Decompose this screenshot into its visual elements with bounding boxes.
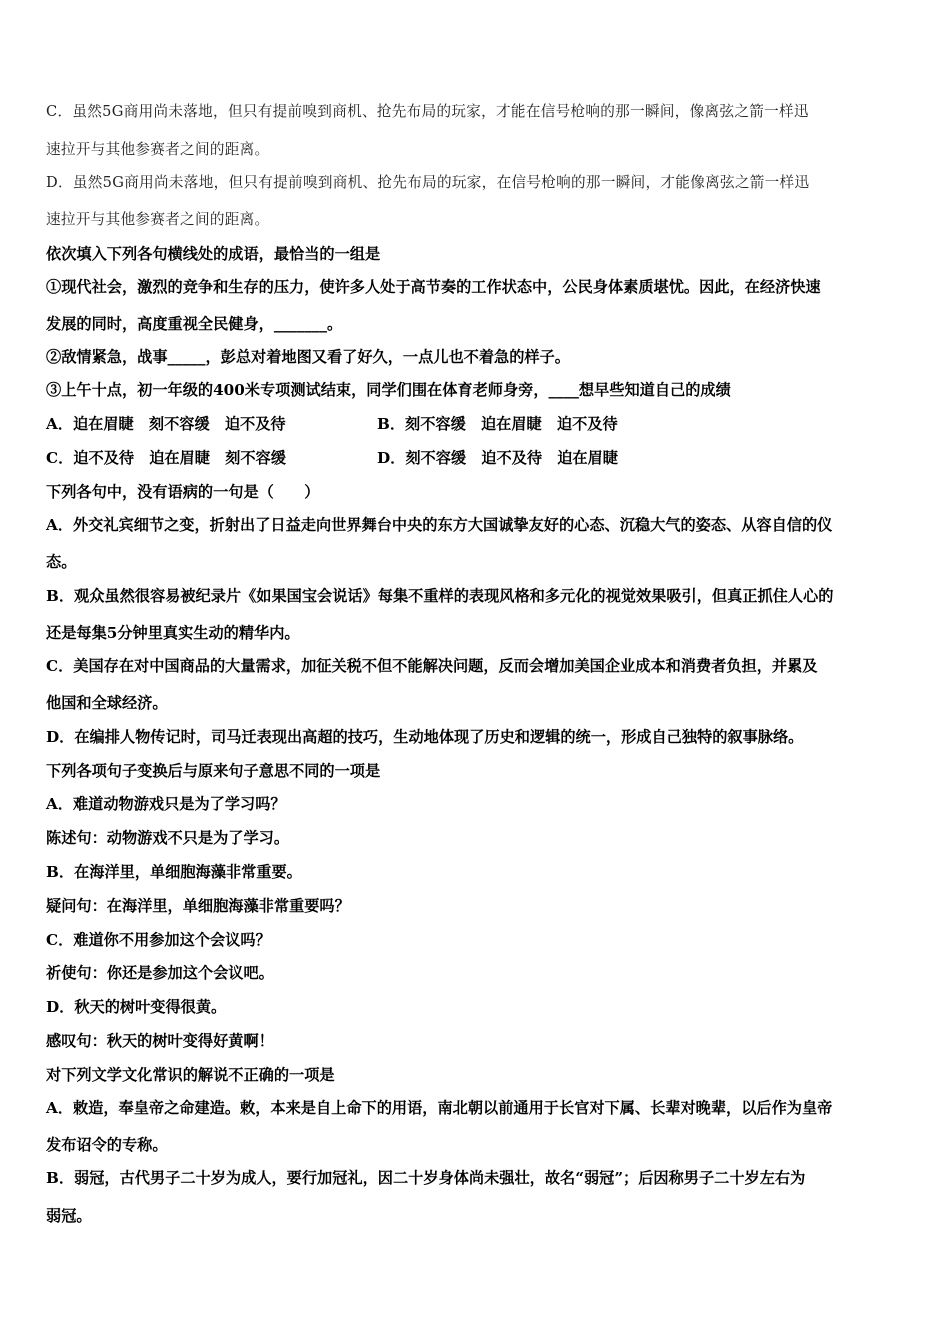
option-d-line-1: D．虽然5G商用尚未落地，但只有提前嗅到商机、抢先布局的玩家，在信号枪响的那一瞬间，才能像离弦之箭一样迅: [46, 174, 810, 191]
transform-b-result: 疑问句：在海洋里，单细胞海藻非常重要吗？: [46, 897, 350, 915]
option-d-line-2: 速拉开与其他参赛者之间的距离。: [46, 211, 270, 228]
grammar-d: D．在编排人物传记时，司马迁表现出高超的技巧，生动地体现了历史和逻辑的统一，形成自己独特的叙事脉络。: [46, 728, 804, 746]
option-c-line-2: 速拉开与其他参赛者之间的距离。: [46, 141, 270, 158]
grammar-a-line-2: 态。: [46, 553, 77, 571]
options-row-1: [46, 414, 908, 434]
literature-a-line-1: A．敕造，奉皇帝之命建造。敕，本来是自上命下的用语，南北朝以前通用于长官对下属、长辈对晚辈，以后作为皇帝: [46, 1099, 833, 1117]
question-grammar: 下列各句中，没有语病的一句是（ ）: [46, 483, 320, 501]
options-row-2: [46, 448, 908, 468]
transform-b: B．在海洋里，单细胞海藻非常重要。: [46, 863, 302, 881]
grammar-c-line-2: 他国和全球经济。: [46, 694, 168, 712]
transform-c-result: 祈使句：你还是参加这个会议吧。: [46, 964, 274, 982]
grammar-b-line-2: 还是每集5分钟里真实生动的精华内。: [46, 624, 300, 642]
option-a: A．迫在眉睫 刻不容缓 迫不及待: [46, 415, 286, 433]
option-c-line-1: C．虽然5G商用尚未落地，但只有提前嗅到商机、抢先布局的玩家，才能在信号枪响的那一瞬间，像离弦之箭一样迅: [46, 103, 809, 120]
sentence-2: ②敌情紧急，战事_____，彭总对着地图又看了好久，一点儿也不着急的样子。: [46, 348, 570, 366]
sentence-3: ③上午十点，初一年级的400米专项测试结束，同学们围在体育老师身旁，____想早些知道自己的成绩: [46, 381, 731, 399]
grammar-a-line-1: A．外交礼宾细节之变，折射出了日益走向世界舞台中央的东方大国诚挚友好的心态、沉稳大气的姿态、从容自信的仪: [46, 516, 833, 534]
literature-a-line-2: 发布诏令的专称。: [46, 1136, 168, 1154]
transform-a: A．难道动物游戏只是为了学习吗？: [46, 795, 286, 813]
option-c: C．迫不及待 迫在眉睫 刻不容缓: [46, 449, 286, 467]
grammar-c-line-1: C．美国存在对中国商品的大量需求，加征关税不但不能解决问题，反而会增加美国企业成本和消费者负担，并累及: [46, 657, 818, 675]
sentence-1-line-2: 发展的同时，高度重视全民健身，_______。: [46, 315, 343, 333]
transform-d-result: 感叹句：秋天的树叶变得好黄啊！: [46, 1032, 274, 1050]
transform-d: D．秋天的树叶变得很黄。: [46, 998, 227, 1016]
literature-b-line-2: 弱冠。: [46, 1207, 92, 1225]
option-b: B．刻不容缓 迫在眉睫 迫不及待: [377, 415, 618, 433]
grammar-b-line-1: B．观众虽然很容易被纪录片《如果国宝会说话》每集不重样的表现风格和多元化的视觉效果吸引，但真正抓住人心的: [46, 587, 834, 605]
transform-c: C．难道你不用参加这个会议吗？: [46, 931, 271, 949]
transform-a-result: 陈述句：动物游戏不只是为了学习。: [46, 829, 289, 847]
question-idioms: 依次填入下列各句横线处的成语，最恰当的一组是: [46, 245, 381, 263]
option-d: D．刻不容缓 迫不及待 迫在眉睫: [377, 449, 618, 467]
question-literature: 对下列文学文化常识的解说不正确的一项是: [46, 1066, 335, 1084]
literature-b-line-1: B．弱冠，古代男子二十岁为成人，要行加冠礼，因二十岁身体尚未强壮，故名“弱冠”；后因称男子二十岁左右为: [46, 1169, 806, 1187]
question-transform: 下列各项句子变换后与原来句子意思不同的一项是: [46, 762, 381, 780]
sentence-1-line-1: ①现代社会，激烈的竞争和生存的压力，使许多人处于高节奏的工作状态中，公民身体素质堪忧。因此，在经济快速: [46, 278, 821, 296]
